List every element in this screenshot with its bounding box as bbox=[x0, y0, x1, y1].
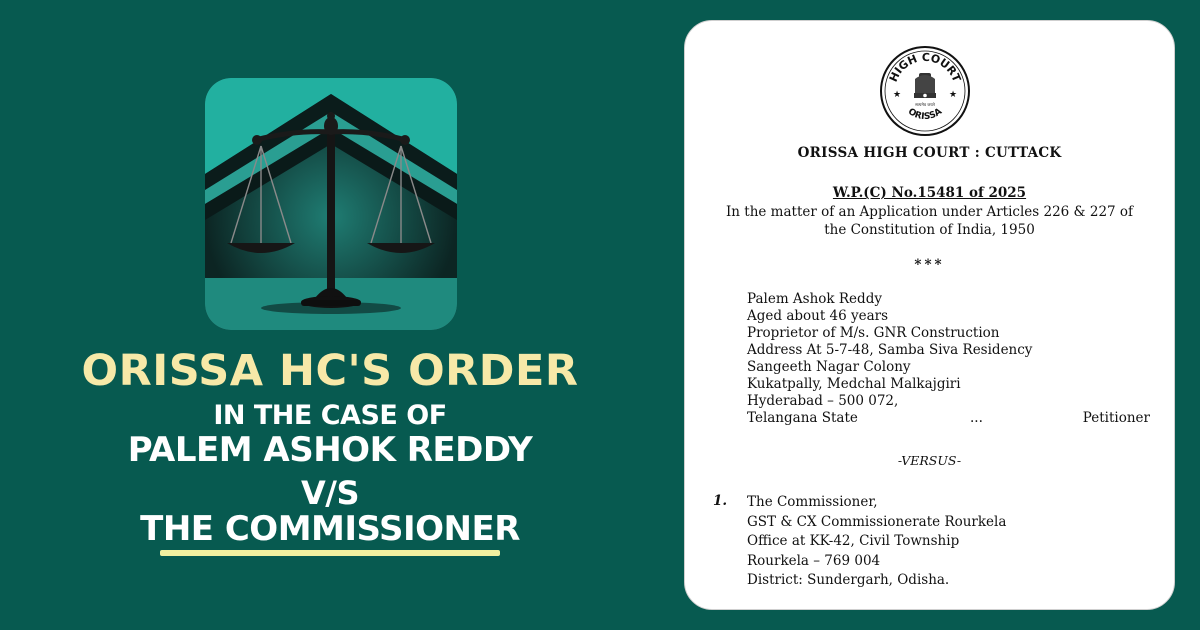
petitioner-dots: ... bbox=[970, 410, 983, 426]
headline-petitioner: PALEM ASHOK REDDY bbox=[127, 430, 533, 470]
case-number: W.P.(C) No.15481 of 2025 bbox=[832, 185, 1027, 201]
versus-label: -VERSUS- bbox=[897, 453, 962, 468]
emblem-bottom-text: ORISSA bbox=[906, 106, 945, 123]
headline-case-of: IN THE CASE OF bbox=[213, 400, 447, 431]
matter-line: the Constitution of India, 1950 bbox=[824, 222, 1035, 238]
emblem-top-text: HIGH COURT bbox=[886, 50, 964, 84]
headline-respondent: THE COMMISSIONER bbox=[140, 509, 520, 549]
svg-text:★: ★ bbox=[949, 90, 958, 100]
petitioner-line: Hyderabad – 500 072, bbox=[747, 393, 899, 409]
headline-underline bbox=[160, 550, 500, 556]
matter-line: In the matter of an Application under Articles 226 & 227 of bbox=[725, 204, 1134, 220]
respondent-line: Rourkela – 769 004 bbox=[747, 552, 881, 569]
respondent-number: 1. bbox=[713, 493, 728, 509]
scales-of-justice-image bbox=[205, 78, 457, 330]
svg-text:★: ★ bbox=[893, 90, 902, 100]
petitioner-line: Address At 5-7-48, Samba Siva Residency bbox=[747, 342, 1033, 358]
petitioner-line: Sangeeth Nagar Colony bbox=[747, 359, 911, 375]
separator: *** bbox=[914, 257, 945, 273]
respondent-details bbox=[747, 493, 1006, 591]
petitioner-details bbox=[747, 291, 1032, 427]
petitioner-line: Kukatpally, Medchal Malkajgiri bbox=[747, 376, 961, 392]
respondent-line: The Commissioner, bbox=[747, 494, 878, 510]
court-document bbox=[684, 20, 1175, 610]
matter-description bbox=[705, 203, 1154, 239]
emblem-motto: सत्यमेव जयते bbox=[915, 102, 935, 107]
scales-icon bbox=[205, 78, 457, 330]
headline-vs: V/S bbox=[301, 474, 359, 512]
respondent-line: Office at KK-42, Civil Township bbox=[747, 533, 960, 549]
petitioner-line: Palem Ashok Reddy bbox=[747, 291, 882, 307]
petitioner-line: Telangana State bbox=[747, 410, 858, 426]
respondent-line: District: Sundergarh, Odisha. bbox=[747, 572, 950, 588]
petitioner-role: Petitioner bbox=[1082, 410, 1150, 426]
court-name: ORISSA HIGH COURT : CUTTACK bbox=[797, 145, 1062, 161]
petitioner-line: Aged about 46 years bbox=[747, 308, 889, 324]
headline-main: ORISSA HC'S ORDER bbox=[81, 346, 579, 396]
high-court-emblem-icon bbox=[879, 45, 971, 137]
petitioner-line: Proprietor of M/s. GNR Construction bbox=[747, 325, 1000, 341]
respondent-line: GST & CX Commissionerate Rourkela bbox=[747, 513, 1007, 530]
